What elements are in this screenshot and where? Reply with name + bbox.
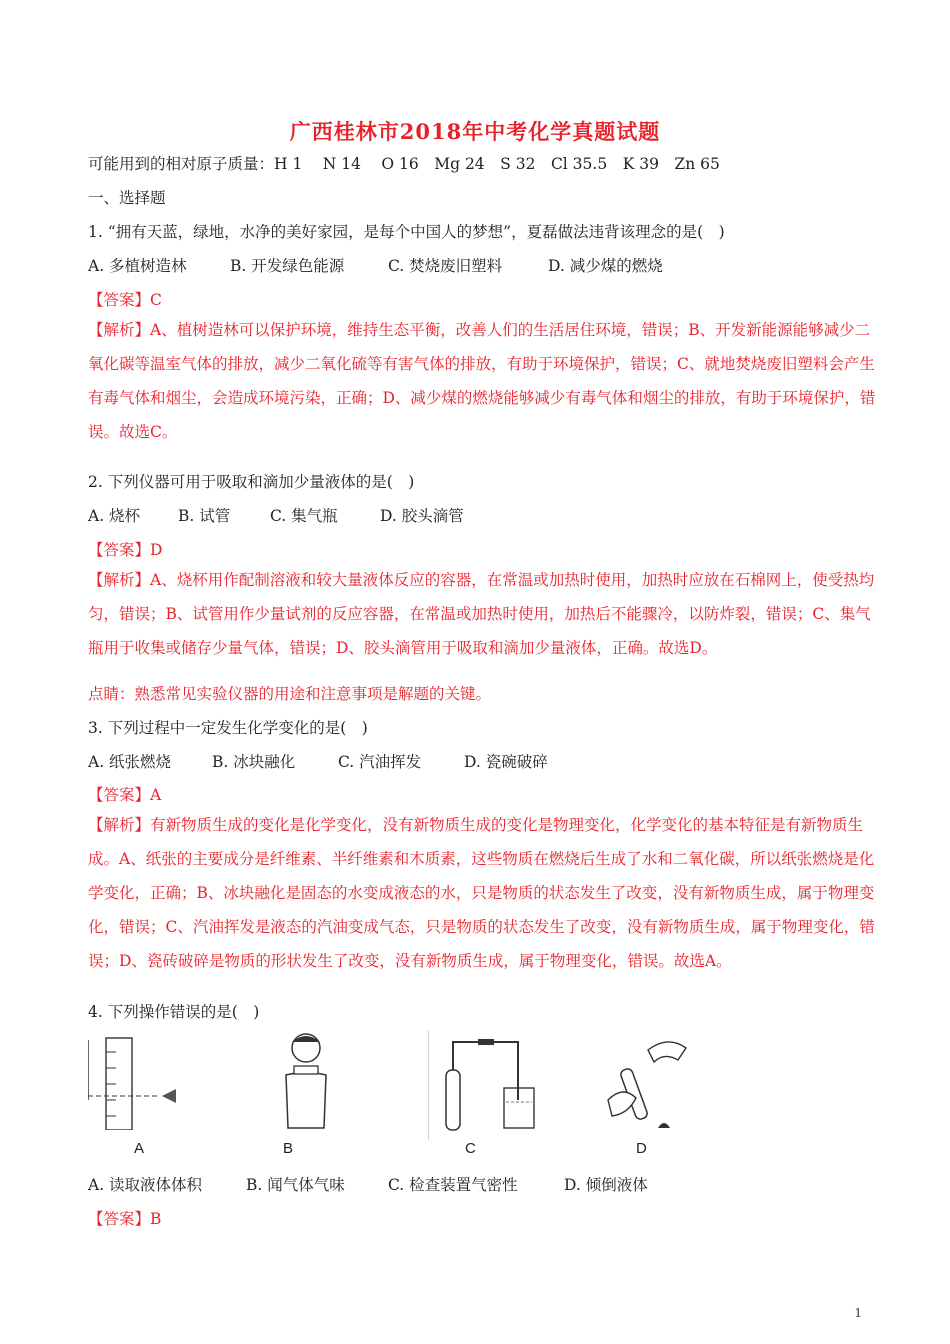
note-2: 点睛：熟悉常见实验仪器的用途和注意事项是解题的关键。 (88, 685, 492, 703)
option-b: B. 闻气体气味 (246, 1176, 345, 1194)
answer-label: 【答案】 (88, 1210, 151, 1228)
answer-value: C (150, 291, 162, 309)
figure-label-c: C (465, 1140, 476, 1157)
figure-a-cylinder-reading (88, 1030, 198, 1130)
answer-1 (88, 288, 162, 310)
section-heading: 一、选择题 (88, 189, 166, 207)
answer-label: 【答案】 (88, 291, 151, 309)
option-c: C. 焚烧废旧塑料 (388, 257, 503, 275)
answer-4 (88, 1207, 161, 1229)
figure-label-a: A (134, 1140, 145, 1157)
answer-2 (88, 538, 162, 560)
question-3-options (88, 750, 548, 772)
analysis-label: 【解析】 (88, 321, 151, 339)
eye-icon (162, 1089, 176, 1103)
analysis-text: 有新物质生成的变化是化学变化，没有新物质生成的变化是物理变化，化学变化的基本特征是有新物质生成。A、纸张的主要成分是纤维素、半纤维素和木质素，这些物质在燃烧后生成了水和二氧化碳，所以纸张燃烧是化学变化，正确；B、冰块融化是固态的水变成液态的水，只是物质的状态发生了改变，没有新物质生成，属于物理变化，错误；C、汽油挥发是液态的汽油变成气态，只是物质的状态发生了改变，没有新物质生成，属于物理变化，错误；D、瓷砖破碎是物质的形状发生了改变，没有新物质生成，属于物理变化，错误。故选A。 (88, 816, 875, 970)
analysis-text: A、烧杯用作配制溶液和较大量液体反应的容器，在常温或加热时使用，加热时应放在石棉网上，使受热均匀，错误；B、试管用作少量试剂的反应容器，在常温或加热时使用，加热后不能骤冷，以防炸裂，错误；C、集气瓶用于收集或储存少量气体，错误；D、胶头滴管用于吸取和滴加少量液体，正确。故选D。 (88, 571, 875, 657)
bottle-neck (294, 1066, 318, 1074)
figure-d-pouring-liquid (598, 1030, 698, 1140)
analysis-2 (88, 563, 878, 665)
question-2-options (88, 504, 464, 526)
option-c: C. 检查装置气密性 (388, 1176, 518, 1194)
figure-label-d: D (636, 1140, 647, 1157)
figure-b-smelling-gas (266, 1030, 346, 1140)
question-1-stem: 1. “拥有天蓝，绿地，水净的美好家园，是每个中国人的梦想”，夏磊做法违背该理念的是( ) (88, 223, 725, 241)
question-2-stem: 2. 下列仪器可用于吸取和滴加少量液体的是( ) (88, 473, 415, 491)
answer-value: B (150, 1210, 162, 1228)
question-3-stem: 3. 下列过程中一定发生化学变化的是( ) (88, 719, 368, 737)
atomic-masses: 可能用到的相对原子质量：H 1 N 14 O 16 Mg 24 S 32 Cl 35.5 K 39 Zn 65 (88, 155, 720, 173)
reagent-bottle (648, 1042, 686, 1062)
analysis-text: A、植树造林可以保护环境，维持生态平衡，改善人们的生活居住环境，错误；B、开发新能源能够减少二氧化碳等温室气体的排放，减少二氧化硫等有害气体的排放，有助于环境保护，错误；C、就地焚烧废旧塑料会产生有毒气体和烟尘，会造成环境污染，正确；D、减少煤的燃烧能够减少有毒气体和烟尘的排放，有助于环境保护，错误。故选C。 (88, 321, 876, 441)
analysis-label: 【解析】 (88, 816, 151, 834)
option-a: A. 读取液体体积 (88, 1176, 203, 1194)
question-4-options (88, 1173, 648, 1195)
answer-label: 【答案】 (88, 786, 151, 804)
analysis-label: 【解析】 (88, 571, 151, 589)
option-d: D. 瓷碗破碎 (464, 753, 548, 771)
question-4-figures (88, 1030, 708, 1160)
glass-tube (453, 1042, 518, 1100)
option-c: C. 集气瓶 (270, 507, 338, 525)
option-b: B. 冰块融化 (212, 753, 296, 771)
test-tube (446, 1070, 460, 1130)
hair (292, 1036, 320, 1042)
answer-value: A (150, 786, 162, 804)
question-1-options (88, 254, 663, 276)
option-b: B. 开发绿色能源 (230, 257, 345, 275)
option-a: A. 纸张燃烧 (88, 753, 172, 771)
answer-3 (88, 783, 161, 805)
option-a: A. 烧杯 (88, 507, 141, 525)
answer-label: 【答案】 (88, 541, 151, 559)
page-title: 广西桂林市2018年中考化学真题试题 (289, 119, 661, 144)
answer-value: D (150, 541, 163, 559)
bottle-stopper (658, 1123, 670, 1128)
figure-c-airtightness-check (428, 1030, 578, 1140)
option-a: A. 多植树造林 (88, 257, 187, 275)
rubber-tube (478, 1039, 494, 1045)
option-d: D. 倾倒液体 (564, 1176, 648, 1194)
option-d: D. 胶头滴管 (380, 507, 464, 525)
option-d: D. 减少煤的燃烧 (548, 257, 663, 275)
option-b: B. 试管 (178, 507, 231, 525)
figure-label-b: B (283, 1140, 294, 1157)
page-number: 1 (854, 1306, 862, 1320)
hand-icon (608, 1092, 636, 1116)
analysis-3 (88, 808, 878, 978)
gas-bottle (286, 1073, 326, 1129)
option-c: C. 汽油挥发 (338, 753, 422, 771)
analysis-1 (88, 313, 878, 449)
question-4-stem: 4. 下列操作错误的是( ) (88, 1003, 260, 1021)
